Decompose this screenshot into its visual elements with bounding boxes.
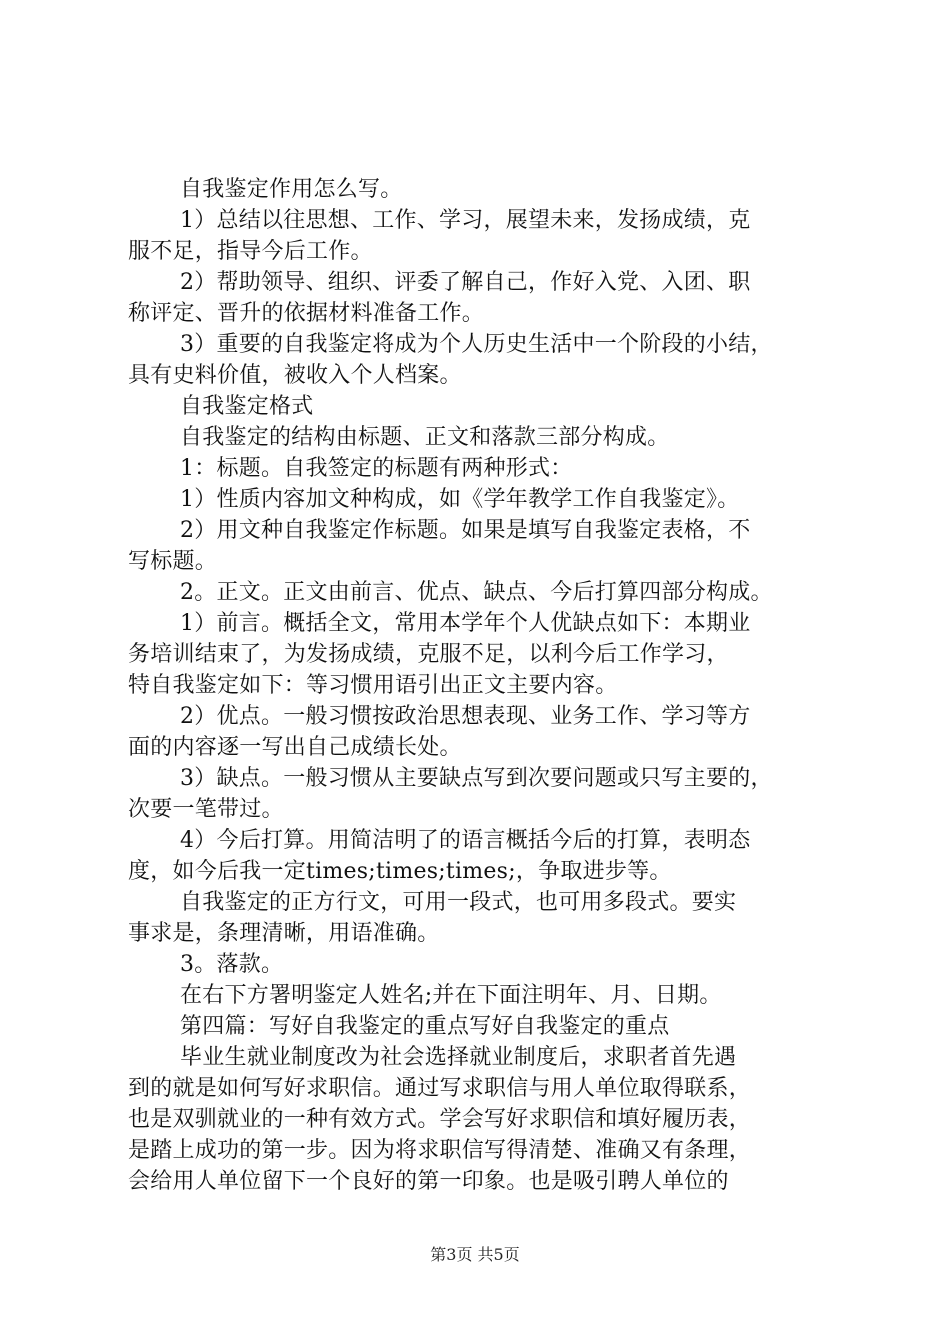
text-line: 务培训结束了，为发扬成绩，克服不足，以利今后工作学习， [128, 642, 729, 667]
text-line: 到的就是如何写好求职信。通过写求职信与用人单位取得联系， [128, 1076, 752, 1101]
text-line: 也是双驯就业的一种有效方式。学会写好求职信和填好履历表， [128, 1107, 752, 1132]
text-line: 1）性质内容加文种构成，如《学年教学工作自我鉴定》。 [180, 487, 740, 512]
text-line: 称评定、晋升的依据材料准备工作。 [128, 301, 485, 326]
text-line: 自我鉴定的正方行文，可用一段式，也可用多段式。要实 [180, 890, 737, 915]
text-line: 4）今后打算。用简洁明了的语言概括今后的打算，表明态 [180, 828, 751, 853]
text-line: 次要一笔带过。 [128, 797, 284, 822]
section-heading: 第四篇：写好自我鉴定的重点写好自我鉴定的重点 [180, 1014, 670, 1039]
text-line: 在右下方署明鉴定人姓名;并在下面注明年、月、日期。 [180, 983, 722, 1008]
text-line: 自我鉴定作用怎么写。 [180, 177, 403, 202]
text-line: 会给用人单位留下一个良好的第一印象。也是吸引聘人单位的 [128, 1169, 729, 1194]
text-line: 2）帮助领导、组织、评委了解自己，作好入党、入团、职 [180, 270, 751, 295]
text-line: 度，如今后我一定times;times;times;，争取进步等。 [128, 859, 672, 884]
text-line: 3。落款。 [180, 952, 284, 977]
text-line: 2）用文种自我鉴定作标题。如果是填写自我鉴定表格，不 [180, 518, 751, 543]
text-line: 1）总结以往思想、工作、学习，展望未来，发扬成绩，克 [180, 208, 751, 233]
text-line: 特自我鉴定如下：等习惯用语引出正文主要内容。 [128, 673, 618, 698]
text-line: 具有史料价值，被收入个人档案。 [128, 363, 462, 388]
text-line: 面的内容逐一写出自己成绩长处。 [128, 735, 462, 760]
text-line: 毕业生就业制度改为社会选择就业制度后，求职者首先遇 [180, 1045, 737, 1070]
text-line: 事求是，条理清晰，用语准确。 [128, 921, 440, 946]
text-line: 1）前言。概括全文，常用本学年个人优缺点如下：本期业 [180, 611, 751, 636]
text-line: 1：标题。自我签定的标题有两种形式： [180, 456, 573, 481]
text-line: 2。正文。正文由前言、优点、缺点、今后打算四部分构成。 [180, 580, 773, 605]
text-line: 3）重要的自我鉴定将成为个人历史生活中一个阶段的小结， [180, 332, 773, 357]
text-line: 写标题。 [128, 549, 218, 574]
text-line: 自我鉴定的结构由标题、正文和落款三部分构成。 [180, 425, 670, 450]
text-line: 2）优点。一般习惯按政治思想表现、业务工作、学习等方 [180, 704, 751, 729]
text-line: 服不足，指导今后工作。 [128, 239, 373, 264]
document-body [128, 174, 843, 1197]
section-heading: 自我鉴定格式 [180, 394, 314, 419]
text-line: 3）缺点。一般习惯从主要缺点写到次要问题或只写主要的， [180, 766, 773, 791]
page-number-footer: 第3页 共5页 [430, 1245, 520, 1264]
text-line: 是踏上成功的第一步。因为将求职信写得清楚、准确又有条理， [128, 1138, 752, 1163]
